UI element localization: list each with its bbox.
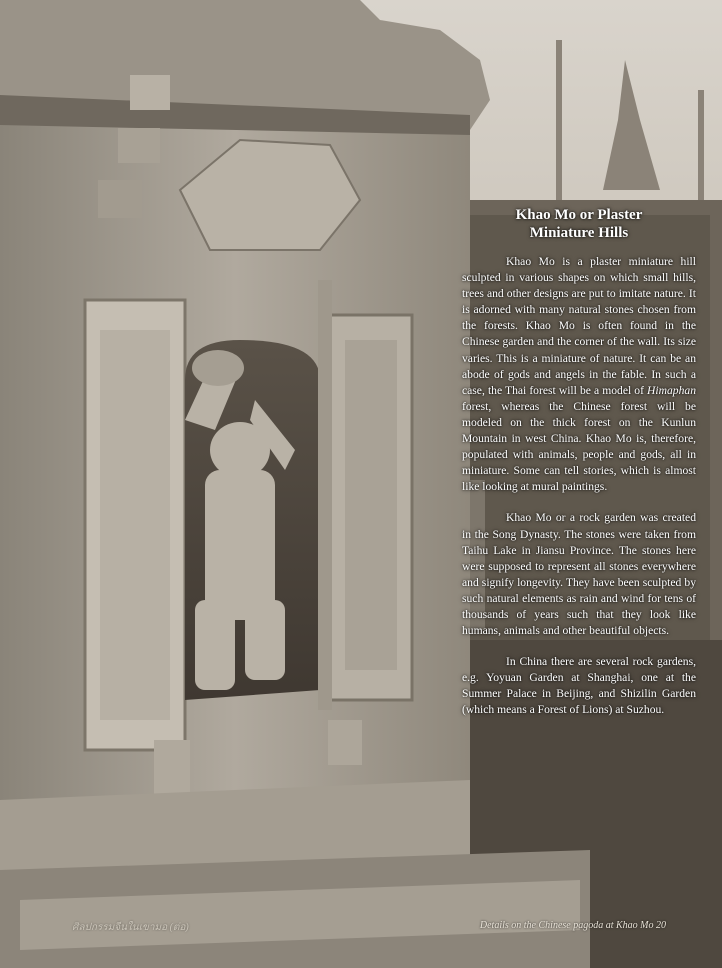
paragraph-1-end: forest, whereas the Chinese forest will be modeled on the thick forest on the Kunlun Mountain in west China. Khao Mo is, therefore, populated with animals, people and gods, all in miniature. Some can tell stories, which is almost like looking at mural paintings. [462, 399, 696, 494]
paragraph-1 [462, 254, 696, 495]
footer-caption: Details on the Chinese pagoda at Khao Mo 20 [479, 920, 666, 931]
article-title [462, 206, 696, 242]
title-line-2: Miniature Hills [529, 225, 629, 241]
paragraph-2: Khao Mo or a rock garden was created in the Song Dynasty. The stones were taken from Taihu Lake in Jiansu Province. The stones here were supposed to represent all stones everywhere and signify longevity. They have been sculpted by such natural elements as rain and wind for tens of thousands of years such that they look like humans, animals and other beautiful objects. [462, 511, 696, 638]
title-line-1: Khao Mo or Plaster [515, 207, 643, 223]
footer-thai-caption: ศิลปกรรมจีนในเขามอ (ต่อ) [72, 922, 189, 933]
paragraph-1-italic-term: Himaphan [647, 383, 696, 397]
article-text [462, 206, 696, 734]
paragraph-1-start: Khao Mo is a plaster miniature hill sculpted in various shapes on which small hills, trees and other designs are put to imitate nature. It is adorned with many natural stones chosen from the forests. Khao Mo is often found in the Chinese garden and the corner of the wall. Its size varies. This is a miniature of nature. It can be an abode of gods and angels in the fable. In such a case, the Thai forest will be a model of [462, 255, 696, 397]
paragraph-3: In China there are several rock gardens, e.g. Yoyuan Garden at Shanghai, one at the Summer Palace in Beijing, and Shizilin Garden (which means a Forest of Lions) at Suzhou. [462, 655, 696, 717]
